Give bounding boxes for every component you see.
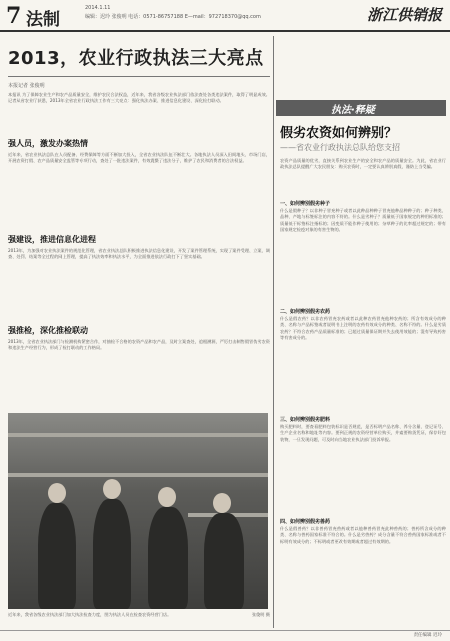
footer-editor: 责任编辑 迟玲 bbox=[413, 633, 442, 638]
photo-person-4-head bbox=[213, 493, 231, 513]
page-footer bbox=[0, 630, 450, 641]
column-heading-3: 三、如何辨别假劣肥料 bbox=[280, 417, 331, 423]
column-banner-text: 执法·释疑 bbox=[331, 105, 375, 116]
column-intro: 农资产品质量的优劣，直接关系到农业生产的安全和农产品的质量安全。为此，省农业行政执法总队提醒广大农民朋友：购买农资时，一定要认真辨别真假，谨防上当受骗。 bbox=[280, 158, 446, 170]
column-body-3: 购买肥料时，要查看肥料包装标识是否规范，是否标明产品名称、养分含量、登记证号、生产企业名称和地址等内容。要到正规的农资经营单位购买，并索要购货凭证，保存好包装物，一旦发现问题，可及时向当地农业执法部门投诉举报。 bbox=[280, 424, 446, 442]
photo-person-1 bbox=[38, 503, 76, 609]
photo-person-3-head bbox=[158, 487, 176, 507]
column-body-2: 什么是假农药？以非农药冒充农药或者以此种农药冒充他种农药的；所含有效成分的种类、名称与产品标签或者说明书上注明的农药有效成分的种类、名称不符的。什么是劣质农药？不符合农药产品质量标准的；已超过质量保证期并失去使用效能的；混有导致药害等有害成分的。 bbox=[280, 316, 446, 340]
photo-person-4 bbox=[204, 513, 244, 609]
photo-caption-text: 近年来，我省各级农业执法部门加大执法检查力度，图为执法人员在检查农资经营门店。 bbox=[8, 612, 172, 617]
column-banner bbox=[276, 100, 446, 116]
newspaper-masthead: 浙江供销报 bbox=[366, 6, 442, 24]
column-heading-2: 二、如何辨别假劣农药 bbox=[280, 309, 331, 315]
column-heading-1: 一、如何辨别假劣种子 bbox=[280, 201, 331, 207]
photo-person-1-head bbox=[48, 483, 66, 503]
photo-person-2-head bbox=[103, 479, 121, 499]
section-body-3: 2013年，全省农业执法部门与检测机构紧密合作，对抽检不合格的农资产品和农产品，及时立案查处，追根溯源，严厉打击制售假冒伪劣农资和违法生产经营行为，形成了检打联动的工作格局。 bbox=[8, 339, 270, 351]
headline-divider bbox=[8, 76, 270, 77]
editor-contact: 编辑：迟玲 张俊明 电话：0571-86757188 E—mail：972718370@qq.com bbox=[85, 14, 261, 20]
photo-person-2 bbox=[93, 499, 131, 609]
photo-person-3 bbox=[148, 507, 188, 609]
article-byline: 本报记者 张俊明 bbox=[8, 83, 45, 89]
column-heading-4: 四、如何辨别假劣兽药 bbox=[280, 519, 331, 525]
section-body-1: 近年来，省农业执法总队在人员配备、经费保障等方面不断加大投入，全省农业执法队伍不断壮大。各地执法人员深入田间地头、市场门店，开展农资打假、农产品质量安全监管等专项行动，查处了一批违法案件，有效震慑了违法分子，维护了农民和消费者的合法权益。 bbox=[8, 152, 270, 164]
column-body-4: 什么是假兽药？以非兽药冒充兽药或者以他种兽药冒充此种兽药的；兽药所含成分的种类、名称与兽药国家标准不符合的。什么是劣兽药？成分含量不符合兽药国家标准或者不标明有效成分的；不标明或者更改有效期或者超过有效期的。 bbox=[280, 526, 446, 544]
page-number: 7 bbox=[6, 3, 22, 29]
photo-shelf-middle bbox=[8, 473, 268, 477]
section-heading-1: 强人员，激发办案热情 bbox=[8, 139, 88, 148]
column-subtitle: ——省农业行政执法总队给您支招 bbox=[280, 143, 400, 152]
column-title: 假劣农资如何辨别？ bbox=[280, 126, 398, 141]
main-headline: 2013，农业行政执法三大亮点 bbox=[8, 48, 264, 69]
section-heading-2: 强建设，推进信息化进程 bbox=[8, 235, 96, 244]
article-intro: 本报讯 为了保障农业生产和农产品质量安全，维护农民合法权益，近年来，我省各级农业执法部门依法查处各类违法案件，取得了明显成效。记者从省农业厅获悉，2013年全省农业行政执法工作有三大亮点：强化执法办案、推进信息化建设、深化检打联动。 bbox=[8, 92, 270, 104]
issue-date: 2014.1.11 bbox=[85, 5, 111, 11]
photo-shelf-top bbox=[8, 433, 268, 437]
column-body-1: 什么是假种子？以非种子冒充种子或者以此种品种种子冒充他种品种种子的；种子种类、品种、产地与标签标注的内容不符的。什么是劣种子？质量低于国家规定的种用标准的；质量低于标签标注指标的；因变质不能作种子使用的；杂草种子的比率超过规定的；带有国家规定检疫对象的有害生物的。 bbox=[280, 208, 446, 232]
photo-caption bbox=[8, 612, 270, 618]
section-name: 法制 bbox=[26, 10, 60, 30]
news-photo bbox=[8, 413, 268, 609]
photo-credit: 张俊明 摄 bbox=[251, 612, 270, 617]
section-heading-3: 强推检，深化推检联动 bbox=[8, 326, 88, 335]
column-divider bbox=[273, 36, 274, 628]
section-body-2: 2013年，为加强对农业执法案件的规范化管理，省农业执法总队积极推进执法信息化建设，开发了案件管理系统，实现了案件受理、立案、调查、处罚、结案等全过程的网上管理，提高了执法效率和执法水平，为全面推进依法行政打下了坚实基础。 bbox=[8, 248, 270, 260]
page-header bbox=[0, 0, 450, 32]
